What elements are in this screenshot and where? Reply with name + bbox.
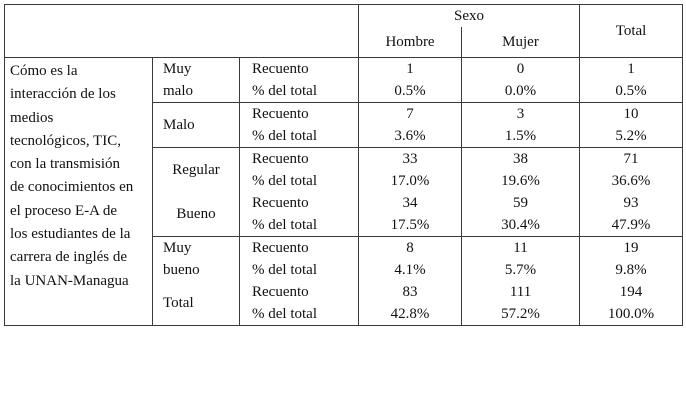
percent-total: 5.2% <box>580 125 683 148</box>
percent-hombre: 17.0% <box>359 170 462 192</box>
header-mujer: Mujer <box>462 27 580 58</box>
measure-count-label: Recuento <box>240 103 359 126</box>
count-hombre: 7 <box>359 103 462 126</box>
crosstab-table <box>4 4 683 326</box>
category-regular: Regular <box>153 148 240 193</box>
header-row-1 <box>5 5 683 28</box>
percent-hombre: 3.6% <box>359 125 462 148</box>
count-hombre: 1 <box>359 58 462 81</box>
count-hombre: 83 <box>359 281 462 303</box>
count-hombre: 33 <box>359 148 462 171</box>
measure-percent-label: % del total <box>240 170 359 192</box>
header-sexo: Sexo <box>359 5 580 28</box>
category-muy-malo: Muy malo <box>153 58 240 103</box>
category-malo: Malo <box>153 103 240 148</box>
question-cell <box>5 58 153 326</box>
question-line: de conocimientos en <box>10 179 134 196</box>
question-line: con la transmisión <box>10 156 120 173</box>
percent-total: 0.5% <box>580 80 683 103</box>
percent-total: 36.6% <box>580 170 683 192</box>
category-muy-bueno: Muy bueno <box>153 237 240 282</box>
count-total: 1 <box>580 58 683 81</box>
percent-mujer: 30.4% <box>462 214 580 237</box>
percent-hombre: 4.1% <box>359 259 462 281</box>
header-total: Total <box>580 5 683 58</box>
count-hombre: 8 <box>359 237 462 260</box>
measure-percent-label: % del total <box>240 214 359 237</box>
percent-hombre: 42.8% <box>359 303 462 326</box>
count-total: 194 <box>580 281 683 303</box>
percent-total: 9.8% <box>580 259 683 281</box>
measure-percent-label: % del total <box>240 80 359 103</box>
percent-mujer: 1.5% <box>462 125 580 148</box>
header-hombre: Hombre <box>359 27 462 58</box>
count-total: 10 <box>580 103 683 126</box>
question-line: medios <box>10 109 54 126</box>
question-line: tecnológicos, TIC, <box>10 132 121 149</box>
count-mujer: 3 <box>462 103 580 126</box>
count-mujer: 59 <box>462 192 580 214</box>
measure-percent-label: % del total <box>240 125 359 148</box>
percent-hombre: 17.5% <box>359 214 462 237</box>
crosstab-container <box>4 4 683 326</box>
percent-total: 47.9% <box>580 214 683 237</box>
measure-count-label: Recuento <box>240 281 359 303</box>
measure-count-label: Recuento <box>240 237 359 260</box>
percent-hombre: 0.5% <box>359 80 462 103</box>
count-mujer: 11 <box>462 237 580 260</box>
count-mujer: 111 <box>462 281 580 303</box>
count-total: 19 <box>580 237 683 260</box>
question-line: carrera de inglés de <box>10 249 128 266</box>
count-total: 93 <box>580 192 683 214</box>
measure-percent-label: % del total <box>240 303 359 326</box>
percent-total: 100.0% <box>580 303 683 326</box>
question-line: la UNAN-Managua <box>10 272 129 289</box>
percent-mujer: 19.6% <box>462 170 580 192</box>
question-line: el proceso E-A de <box>10 202 118 219</box>
question-line: Cómo es la <box>10 63 78 79</box>
count-total: 71 <box>580 148 683 171</box>
measure-count-label: Recuento <box>240 148 359 171</box>
header-empty-cell <box>5 5 359 58</box>
measure-count-label: Recuento <box>240 58 359 81</box>
category-total: Total <box>153 281 240 326</box>
table-row-muy-malo <box>5 58 683 81</box>
category-bueno: Bueno <box>153 192 240 237</box>
question-line: interacción de los <box>10 86 116 103</box>
percent-mujer: 5.7% <box>462 259 580 281</box>
question-line: los estudiantes de la <box>10 226 131 243</box>
count-mujer: 38 <box>462 148 580 171</box>
percent-mujer: 57.2% <box>462 303 580 326</box>
measure-percent-label: % del total <box>240 259 359 281</box>
measure-count-label: Recuento <box>240 192 359 214</box>
percent-mujer: 0.0% <box>462 80 580 103</box>
count-hombre: 34 <box>359 192 462 214</box>
count-mujer: 0 <box>462 58 580 81</box>
